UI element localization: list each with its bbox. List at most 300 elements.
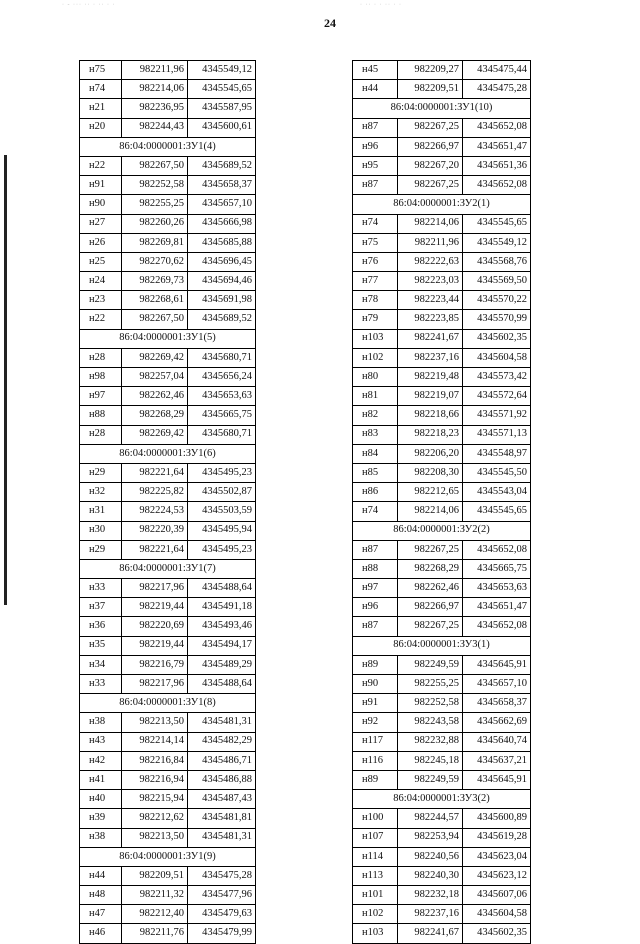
y-coordinate-cell: 4345623,12 (463, 866, 531, 885)
point-id-cell: н116 (353, 751, 398, 770)
y-coordinate-cell: 4345680,71 (188, 425, 256, 444)
point-id-cell: н22 (80, 156, 122, 175)
point-id-cell: н97 (80, 387, 122, 406)
x-coordinate-cell: 982223,44 (398, 291, 463, 310)
x-coordinate-cell: 982211,76 (122, 924, 188, 943)
point-id-cell: н26 (80, 233, 122, 252)
y-coordinate-cell: 4345495,94 (188, 521, 256, 540)
y-coordinate-cell: 4345481,31 (188, 713, 256, 732)
coordinate-row (80, 483, 256, 502)
coordinate-row (353, 272, 531, 291)
parcel-section-label: 86:04:0000001:ЗУ2(1) (353, 195, 531, 214)
section-header-row (353, 521, 531, 540)
x-coordinate-cell: 982253,94 (398, 828, 463, 847)
coordinate-row (353, 886, 531, 905)
y-coordinate-cell: 4345689,52 (188, 310, 256, 329)
y-coordinate-cell: 4345488,64 (188, 579, 256, 598)
coordinate-row (80, 866, 256, 885)
coordinate-row (80, 732, 256, 751)
point-id-cell: н83 (353, 425, 398, 444)
y-coordinate-cell: 4345475,44 (463, 61, 531, 80)
point-id-cell: н42 (80, 751, 122, 770)
point-id-cell: н89 (353, 655, 398, 674)
point-id-cell: н74 (353, 502, 398, 521)
point-id-cell: н25 (80, 252, 122, 271)
point-id-cell: н24 (80, 272, 122, 291)
x-coordinate-cell: 982267,25 (398, 540, 463, 559)
coordinate-row (353, 310, 531, 329)
coordinate-row (80, 61, 256, 80)
point-id-cell: н32 (80, 483, 122, 502)
point-id-cell: н88 (353, 559, 398, 578)
parcel-section-label: 86:04:0000001:ЗУ1(4) (80, 137, 256, 156)
y-coordinate-cell: 4345651,47 (463, 137, 531, 156)
x-coordinate-cell: 982216,84 (122, 751, 188, 770)
point-id-cell: н38 (80, 828, 122, 847)
point-id-cell: н22 (80, 310, 122, 329)
x-coordinate-cell: 982225,82 (122, 483, 188, 502)
coordinate-row (80, 540, 256, 559)
x-coordinate-cell: 982249,59 (398, 655, 463, 674)
point-id-cell: н28 (80, 348, 122, 367)
point-id-cell: н21 (80, 99, 122, 118)
y-coordinate-cell: 4345602,35 (463, 924, 531, 943)
point-id-cell: н90 (80, 195, 122, 214)
point-id-cell: н113 (353, 866, 398, 885)
x-coordinate-cell: 982223,03 (398, 272, 463, 291)
point-id-cell: н101 (353, 886, 398, 905)
coordinate-row (80, 598, 256, 617)
point-id-cell: н34 (80, 655, 122, 674)
coordinate-row (80, 905, 256, 924)
x-coordinate-cell: 982267,25 (398, 617, 463, 636)
coordinate-row (353, 137, 531, 156)
coordinate-row (80, 80, 256, 99)
parcel-section-label: 86:04:0000001:ЗУ2(2) (353, 521, 531, 540)
parcel-section-label: 86:04:0000001:ЗУ1(7) (80, 559, 256, 578)
section-header-row (80, 559, 256, 578)
x-coordinate-cell: 982244,43 (122, 118, 188, 137)
y-coordinate-cell: 4345653,63 (188, 387, 256, 406)
x-coordinate-cell: 982241,67 (398, 924, 463, 943)
coordinate-row (80, 176, 256, 195)
y-coordinate-cell: 4345607,06 (463, 886, 531, 905)
y-coordinate-cell: 4345570,22 (463, 291, 531, 310)
x-coordinate-cell: 982266,97 (398, 598, 463, 617)
coordinate-row (80, 770, 256, 789)
coordinate-row (80, 636, 256, 655)
y-coordinate-cell: 4345545,65 (463, 502, 531, 521)
y-coordinate-cell: 4345502,87 (188, 483, 256, 502)
point-id-cell: н44 (80, 866, 122, 885)
coordinate-row (80, 655, 256, 674)
coordinate-row (80, 195, 256, 214)
coordinate-row (353, 291, 531, 310)
x-coordinate-cell: 982221,64 (122, 463, 188, 482)
x-coordinate-cell: 982267,50 (122, 156, 188, 175)
y-coordinate-cell: 4345570,99 (463, 310, 531, 329)
coordinate-row (353, 502, 531, 521)
coordinate-row (80, 291, 256, 310)
x-coordinate-cell: 982212,40 (122, 905, 188, 924)
y-coordinate-cell: 4345481,81 (188, 809, 256, 828)
parcel-section-label: 86:04:0000001:ЗУ1(10) (353, 99, 531, 118)
y-coordinate-cell: 4345645,91 (463, 770, 531, 789)
x-coordinate-cell: 982209,51 (122, 866, 188, 885)
section-header-row (353, 99, 531, 118)
point-id-cell: н95 (353, 156, 398, 175)
y-coordinate-cell: 4345493,46 (188, 617, 256, 636)
point-id-cell: н75 (353, 233, 398, 252)
x-coordinate-cell: 982212,65 (398, 483, 463, 502)
section-header-row (80, 137, 256, 156)
coordinate-row (353, 483, 531, 502)
y-coordinate-cell: 4345549,12 (188, 61, 256, 80)
x-coordinate-cell: 982257,04 (122, 368, 188, 387)
x-coordinate-cell: 982267,25 (398, 118, 463, 137)
x-coordinate-cell: 982219,48 (398, 368, 463, 387)
section-header-row (80, 847, 256, 866)
parcel-section-label: 86:04:0000001:ЗУ1(6) (80, 444, 256, 463)
point-id-cell: н31 (80, 502, 122, 521)
y-coordinate-cell: 4345543,04 (463, 483, 531, 502)
point-id-cell: н92 (353, 713, 398, 732)
x-coordinate-cell: 982268,29 (122, 406, 188, 425)
x-coordinate-cell: 982219,44 (122, 636, 188, 655)
scan-noise-mark: · - ··· ·· · ·· · · (62, 2, 116, 8)
coordinate-row (80, 406, 256, 425)
coordinate-row (353, 847, 531, 866)
x-coordinate-cell: 982220,39 (122, 521, 188, 540)
point-id-cell: н96 (353, 598, 398, 617)
point-id-cell: н86 (353, 483, 398, 502)
x-coordinate-cell: 982219,44 (122, 598, 188, 617)
section-header-row (353, 195, 531, 214)
coordinate-row (353, 156, 531, 175)
x-coordinate-cell: 982240,30 (398, 866, 463, 885)
x-coordinate-cell: 982232,88 (398, 732, 463, 751)
x-coordinate-cell: 982211,96 (398, 233, 463, 252)
y-coordinate-cell: 4345571,92 (463, 406, 531, 425)
coordinate-row (80, 809, 256, 828)
y-coordinate-cell: 4345475,28 (463, 80, 531, 99)
y-coordinate-cell: 4345651,47 (463, 598, 531, 617)
y-coordinate-cell: 4345568,76 (463, 252, 531, 271)
x-coordinate-cell: 982211,32 (122, 886, 188, 905)
y-coordinate-cell: 4345600,89 (463, 809, 531, 828)
point-id-cell: н107 (353, 828, 398, 847)
x-coordinate-cell: 982206,20 (398, 444, 463, 463)
coordinate-row (353, 176, 531, 195)
x-coordinate-cell: 982214,14 (122, 732, 188, 751)
coordinate-row (80, 425, 256, 444)
coordinate-row (353, 214, 531, 233)
x-coordinate-cell: 982209,27 (398, 61, 463, 80)
point-id-cell: н40 (80, 790, 122, 809)
x-coordinate-cell: 982216,94 (122, 770, 188, 789)
y-coordinate-cell: 4345694,46 (188, 272, 256, 291)
x-coordinate-cell: 982260,26 (122, 214, 188, 233)
coordinate-row (80, 502, 256, 521)
y-coordinate-cell: 4345691,98 (188, 291, 256, 310)
x-coordinate-cell: 982270,62 (122, 252, 188, 271)
point-id-cell: н87 (353, 118, 398, 137)
point-id-cell: н84 (353, 444, 398, 463)
x-coordinate-cell: 982267,50 (122, 310, 188, 329)
y-coordinate-cell: 4345600,61 (188, 118, 256, 137)
point-id-cell: н117 (353, 732, 398, 751)
y-coordinate-cell: 4345696,45 (188, 252, 256, 271)
x-coordinate-cell: 982269,42 (122, 348, 188, 367)
y-coordinate-cell: 4345653,63 (463, 579, 531, 598)
y-coordinate-cell: 4345652,08 (463, 617, 531, 636)
y-coordinate-cell: 4345488,64 (188, 675, 256, 694)
point-id-cell: н89 (353, 770, 398, 789)
coordinate-row (80, 675, 256, 694)
x-coordinate-cell: 982267,25 (398, 176, 463, 195)
x-coordinate-cell: 982245,18 (398, 751, 463, 770)
y-coordinate-cell: 4345494,17 (188, 636, 256, 655)
coordinate-row (353, 694, 531, 713)
coordinate-row (80, 252, 256, 271)
coordinate-row (80, 886, 256, 905)
y-coordinate-cell: 4345637,21 (463, 751, 531, 770)
y-coordinate-cell: 4345656,24 (188, 368, 256, 387)
x-coordinate-cell: 982212,62 (122, 809, 188, 828)
point-id-cell: н44 (353, 80, 398, 99)
y-coordinate-cell: 4345658,37 (188, 176, 256, 195)
coordinate-row (353, 617, 531, 636)
y-coordinate-cell: 4345685,88 (188, 233, 256, 252)
y-coordinate-cell: 4345689,52 (188, 156, 256, 175)
point-id-cell: н77 (353, 272, 398, 291)
y-coordinate-cell: 4345665,75 (463, 559, 531, 578)
coordinate-row (80, 579, 256, 598)
point-id-cell: н103 (353, 329, 398, 348)
scan-edge-line (4, 155, 7, 605)
coordinates-table-left (79, 60, 256, 944)
x-coordinate-cell: 982213,50 (122, 713, 188, 732)
point-id-cell: н98 (80, 368, 122, 387)
coordinate-row (353, 905, 531, 924)
coordinate-row (353, 368, 531, 387)
parcel-section-label: 86:04:0000001:ЗУ3(1) (353, 636, 531, 655)
x-coordinate-cell: 982218,23 (398, 425, 463, 444)
point-id-cell: н100 (353, 809, 398, 828)
x-coordinate-cell: 982218,66 (398, 406, 463, 425)
y-coordinate-cell: 4345619,28 (463, 828, 531, 847)
point-id-cell: н80 (353, 368, 398, 387)
point-id-cell: н97 (353, 579, 398, 598)
x-coordinate-cell: 982252,58 (122, 176, 188, 195)
point-id-cell: н29 (80, 463, 122, 482)
y-coordinate-cell: 4345604,58 (463, 348, 531, 367)
coordinate-row (353, 598, 531, 617)
x-coordinate-cell: 982244,57 (398, 809, 463, 828)
coordinate-row (353, 675, 531, 694)
coordinate-row (353, 348, 531, 367)
point-id-cell: н87 (353, 617, 398, 636)
y-coordinate-cell: 4345602,35 (463, 329, 531, 348)
y-coordinate-cell: 4345652,08 (463, 540, 531, 559)
x-coordinate-cell: 982214,06 (122, 80, 188, 99)
x-coordinate-cell: 982213,50 (122, 828, 188, 847)
y-coordinate-cell: 4345652,08 (463, 118, 531, 137)
y-coordinate-cell: 4345489,29 (188, 655, 256, 674)
x-coordinate-cell: 982236,95 (122, 99, 188, 118)
point-id-cell: н96 (353, 137, 398, 156)
coordinate-row (80, 790, 256, 809)
coordinate-row (80, 617, 256, 636)
coordinate-row (80, 233, 256, 252)
coordinate-row (353, 463, 531, 482)
x-coordinate-cell: 982255,25 (122, 195, 188, 214)
x-coordinate-cell: 982267,20 (398, 156, 463, 175)
parcel-section-label: 86:04:0000001:ЗУ3(2) (353, 790, 531, 809)
coordinate-row (353, 387, 531, 406)
x-coordinate-cell: 982255,25 (398, 675, 463, 694)
x-coordinate-cell: 982262,46 (398, 579, 463, 598)
x-coordinate-cell: 982249,59 (398, 770, 463, 789)
y-coordinate-cell: 4345495,23 (188, 540, 256, 559)
section-header-row (80, 329, 256, 348)
page-number: 24 (324, 16, 336, 30)
x-coordinate-cell: 982262,46 (122, 387, 188, 406)
point-id-cell: н37 (80, 598, 122, 617)
point-id-cell: н79 (353, 310, 398, 329)
x-coordinate-cell: 982252,58 (398, 694, 463, 713)
y-coordinate-cell: 4345479,99 (188, 924, 256, 943)
coordinate-row (353, 444, 531, 463)
parcel-section-label: 86:04:0000001:ЗУ1(8) (80, 694, 256, 713)
y-coordinate-cell: 4345665,75 (188, 406, 256, 425)
coordinate-row (80, 272, 256, 291)
coordinates-table-right (352, 60, 531, 944)
y-coordinate-cell: 4345662,69 (463, 713, 531, 732)
point-id-cell: н23 (80, 291, 122, 310)
coordinate-row (80, 348, 256, 367)
coordinate-row (353, 713, 531, 732)
coordinate-row (353, 406, 531, 425)
point-id-cell: н91 (353, 694, 398, 713)
x-coordinate-cell: 982241,67 (398, 329, 463, 348)
point-id-cell: н48 (80, 886, 122, 905)
coordinate-row (80, 368, 256, 387)
x-coordinate-cell: 982214,06 (398, 502, 463, 521)
point-id-cell: н87 (353, 176, 398, 195)
y-coordinate-cell: 4345651,36 (463, 156, 531, 175)
point-id-cell: н29 (80, 540, 122, 559)
x-coordinate-cell: 982211,96 (122, 61, 188, 80)
y-coordinate-cell: 4345491,18 (188, 598, 256, 617)
y-coordinate-cell: 4345503,59 (188, 502, 256, 521)
y-coordinate-cell: 4345475,28 (188, 866, 256, 885)
point-id-cell: н90 (353, 675, 398, 694)
point-id-cell: н35 (80, 636, 122, 655)
point-id-cell: н30 (80, 521, 122, 540)
point-id-cell: н43 (80, 732, 122, 751)
section-header-row (80, 694, 256, 713)
coordinate-row (353, 252, 531, 271)
coordinate-row (80, 118, 256, 137)
x-coordinate-cell: 982219,07 (398, 387, 463, 406)
coordinate-row (80, 99, 256, 118)
point-id-cell: н78 (353, 291, 398, 310)
y-coordinate-cell: 4345658,37 (463, 694, 531, 713)
point-id-cell: н39 (80, 809, 122, 828)
point-id-cell: н76 (353, 252, 398, 271)
y-coordinate-cell: 4345657,10 (463, 675, 531, 694)
x-coordinate-cell: 982232,18 (398, 886, 463, 905)
coordinate-row (353, 579, 531, 598)
x-coordinate-cell: 982223,85 (398, 310, 463, 329)
y-coordinate-cell: 4345571,13 (463, 425, 531, 444)
y-coordinate-cell: 4345666,98 (188, 214, 256, 233)
point-id-cell: н41 (80, 770, 122, 789)
parcel-section-label: 86:04:0000001:ЗУ1(9) (80, 847, 256, 866)
x-coordinate-cell: 982224,53 (122, 502, 188, 521)
coordinate-row (353, 118, 531, 137)
x-coordinate-cell: 982214,06 (398, 214, 463, 233)
parcel-section-label: 86:04:0000001:ЗУ1(5) (80, 329, 256, 348)
coordinate-row (353, 809, 531, 828)
y-coordinate-cell: 4345545,65 (463, 214, 531, 233)
x-coordinate-cell: 982243,58 (398, 713, 463, 732)
coordinate-row (353, 559, 531, 578)
coordinate-row (353, 732, 531, 751)
y-coordinate-cell: 4345604,58 (463, 905, 531, 924)
x-coordinate-cell: 982215,94 (122, 790, 188, 809)
y-coordinate-cell: 4345652,08 (463, 176, 531, 195)
x-coordinate-cell: 982268,61 (122, 291, 188, 310)
y-coordinate-cell: 4345587,95 (188, 99, 256, 118)
y-coordinate-cell: 4345572,64 (463, 387, 531, 406)
y-coordinate-cell: 4345477,96 (188, 886, 256, 905)
y-coordinate-cell: 4345486,71 (188, 751, 256, 770)
point-id-cell: н28 (80, 425, 122, 444)
y-coordinate-cell: 4345545,65 (188, 80, 256, 99)
x-coordinate-cell: 982220,69 (122, 617, 188, 636)
y-coordinate-cell: 4345573,42 (463, 368, 531, 387)
section-header-row (80, 444, 256, 463)
x-coordinate-cell: 982269,42 (122, 425, 188, 444)
coordinate-row (80, 310, 256, 329)
y-coordinate-cell: 4345623,04 (463, 847, 531, 866)
y-coordinate-cell: 4345569,50 (463, 272, 531, 291)
point-id-cell: н45 (353, 61, 398, 80)
point-id-cell: н75 (80, 61, 122, 80)
coordinate-row (353, 828, 531, 847)
x-coordinate-cell: 982266,97 (398, 137, 463, 156)
y-coordinate-cell: 4345640,74 (463, 732, 531, 751)
coordinate-row (353, 655, 531, 674)
point-id-cell: н33 (80, 675, 122, 694)
point-id-cell: н85 (353, 463, 398, 482)
x-coordinate-cell: 982268,29 (398, 559, 463, 578)
point-id-cell: н27 (80, 214, 122, 233)
point-id-cell: н87 (353, 540, 398, 559)
coordinate-row (80, 156, 256, 175)
point-id-cell: н20 (80, 118, 122, 137)
coordinate-row (80, 713, 256, 732)
coordinate-row (80, 924, 256, 943)
x-coordinate-cell: 982217,96 (122, 675, 188, 694)
coordinate-row (80, 751, 256, 770)
coordinate-row (353, 80, 531, 99)
coordinate-row (353, 924, 531, 943)
coordinate-row (353, 233, 531, 252)
coordinate-row (80, 828, 256, 847)
